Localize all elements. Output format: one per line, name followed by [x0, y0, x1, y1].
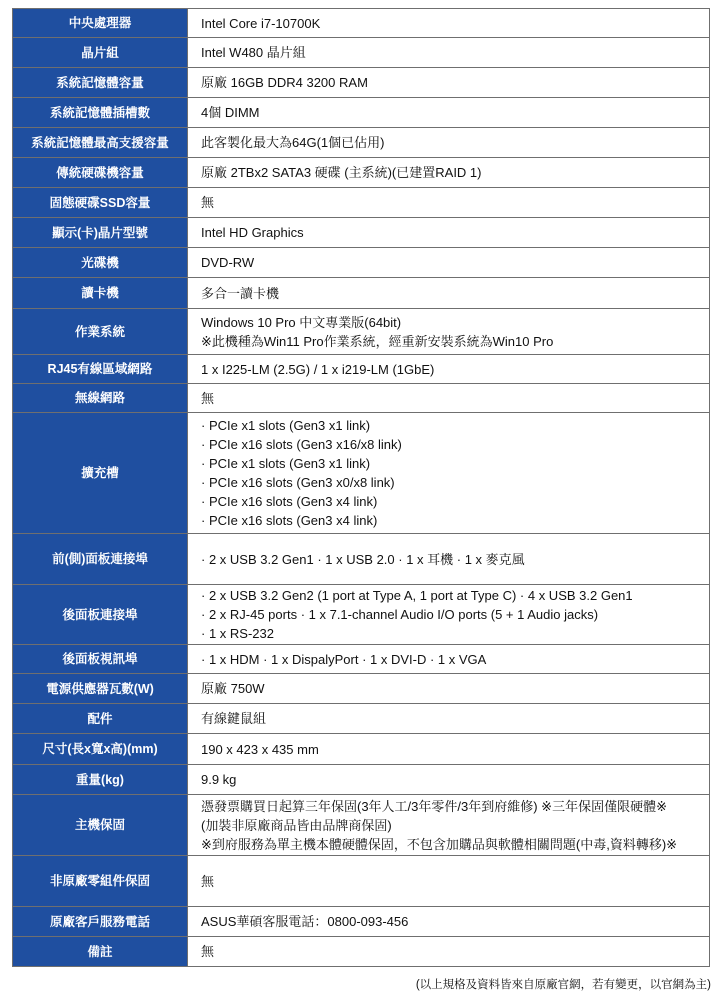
spec-row-expansion-slots — [13, 413, 710, 534]
spec-row-graphics — [13, 218, 710, 248]
spec-label: 系統記憶體插槽數 — [13, 98, 188, 128]
spec-row-rear-ports — [13, 585, 710, 645]
spec-value-line: 4個 DIMM — [201, 105, 260, 120]
spec-row-memory-slots — [13, 98, 710, 128]
spec-value-line: (加裝非原廠商品皆由品牌商保固) — [201, 817, 392, 833]
spec-label: 配件 — [13, 704, 188, 734]
spec-value-line: · PCIe x16 slots (Gen3 x4 link) — [201, 513, 378, 528]
spec-row-warranty — [13, 795, 710, 856]
spec-value — [188, 278, 710, 309]
spec-value-line: · PCIe x16 slots (Gen3 x0/x8 link) — [201, 475, 395, 490]
spec-row-card-reader — [13, 278, 710, 309]
spec-row-notes — [13, 937, 710, 967]
spec-value-line: DVD-RW — [201, 255, 255, 270]
spec-row-service-phone — [13, 907, 710, 937]
spec-value-line: · 2 x USB 3.2 Gen1 · 1 x USB 2.0 · 1 x 耳機 · 1 x 麥克風 — [201, 551, 525, 567]
spec-value-line: 9.9 kg — [201, 772, 237, 787]
spec-label: 作業系統 — [13, 309, 188, 355]
spec-value-line: · PCIe x16 slots (Gen3 x16/x8 link) — [201, 437, 402, 452]
spec-row-chipset — [13, 38, 710, 68]
spec-label: RJ45有線區域網路 — [13, 355, 188, 384]
spec-value-line: Intel Core i7-10700K — [201, 15, 321, 31]
spec-label: 備註 — [13, 937, 188, 967]
spec-value-line: 1 x I225-LM (2.5G) / 1 x i219-LM (1GbE) — [201, 361, 435, 377]
spec-value-line: · 2 x USB 3.2 Gen2 (1 port at Type A, 1 port at Type C) · 4 x USB 3.2 Gen1 — [201, 588, 633, 603]
spec-row-optical-drive — [13, 248, 710, 278]
spec-label: 讀卡機 — [13, 278, 188, 309]
spec-value-line: Intel HD Graphics — [201, 225, 304, 240]
spec-value-line: 多合一讀卡機 — [201, 285, 280, 301]
spec-value-line: ※到府服務為單主機本體硬體保固，不包含加購品與軟體相關問題(中毒,資料轉移)※ — [201, 836, 678, 852]
spec-value — [188, 218, 710, 248]
spec-label: 無線網路 — [13, 384, 188, 413]
spec-value — [188, 98, 710, 128]
spec-value — [188, 585, 710, 645]
spec-value — [188, 704, 710, 734]
spec-value — [188, 937, 710, 967]
spec-value-line: · 2 x RJ-45 ports · 1 x 7.1-channel Audio I/O ports (5 + 1 Audio jacks) — [201, 607, 599, 622]
spec-value — [188, 856, 710, 907]
spec-label: 前(側)面板連接埠 — [13, 534, 188, 585]
spec-label: 後面板視訊埠 — [13, 645, 188, 674]
spec-label: 晶片組 — [13, 38, 188, 68]
spec-value-line: 190 x 423 x 435 mm — [201, 741, 319, 757]
spec-value — [188, 674, 710, 704]
spec-value-line: 此客製化最大為64G(1個已佔用) — [201, 135, 385, 150]
spec-label: 原廠客戶服務電話 — [13, 907, 188, 937]
spec-table — [12, 8, 710, 967]
spec-row-wireless — [13, 384, 710, 413]
spec-value-line: Intel W480 晶片組 — [201, 45, 306, 60]
spec-label: 傳統硬碟機容量 — [13, 158, 188, 188]
spec-value — [188, 734, 710, 765]
spec-value-line: · 1 x HDM · 1 x DispalyPort · 1 x DVI-D · 1 x VGA — [201, 651, 487, 667]
spec-value — [188, 413, 710, 534]
spec-label: 固態硬碟SSD容量 — [13, 188, 188, 218]
spec-row-rear-video — [13, 645, 710, 674]
spec-row-os — [13, 309, 710, 355]
spec-value — [188, 68, 710, 98]
spec-value-line: ASUS華碩客服電話：0800-093-456 — [201, 914, 409, 929]
spec-value-line: · PCIe x1 slots (Gen3 x1 link) — [201, 456, 371, 471]
spec-row-hdd — [13, 158, 710, 188]
spec-row-lan — [13, 355, 710, 384]
spec-value-line: 無 — [201, 944, 215, 959]
spec-row-memory-capacity — [13, 68, 710, 98]
spec-row-cpu — [13, 9, 710, 38]
spec-label: 重量(kg) — [13, 765, 188, 795]
spec-label: 系統記憶體容量 — [13, 68, 188, 98]
spec-label: 主機保固 — [13, 795, 188, 856]
spec-value — [188, 907, 710, 937]
spec-label: 後面板連接埠 — [13, 585, 188, 645]
spec-value — [188, 248, 710, 278]
spec-row-ssd — [13, 188, 710, 218]
spec-row-third-party-warranty — [13, 856, 710, 907]
spec-value-line: 無 — [201, 195, 215, 210]
spec-value-line: 原廠 16GB DDR4 3200 RAM — [201, 75, 368, 90]
spec-value — [188, 38, 710, 68]
spec-value — [188, 534, 710, 585]
spec-value — [188, 795, 710, 856]
spec-label: 系統記憶體最高支援容量 — [13, 128, 188, 158]
spec-value — [188, 158, 710, 188]
spec-row-dimensions — [13, 734, 710, 765]
spec-value — [188, 309, 710, 355]
spec-value-line: · 1 x RS-232 — [201, 626, 274, 641]
spec-label: 尺寸(長x寬x高)(mm) — [13, 734, 188, 765]
spec-value-line: Windows 10 Pro 中文專業版(64bit) — [201, 314, 402, 330]
spec-label: 電源供應器瓦數(W) — [13, 674, 188, 704]
spec-row-memory-max — [13, 128, 710, 158]
spec-label: 顯示(卡)晶片型號 — [13, 218, 188, 248]
spec-value-line: 無 — [201, 390, 215, 406]
spec-row-front-ports — [13, 534, 710, 585]
spec-value-line: 無 — [201, 873, 215, 889]
spec-value — [188, 188, 710, 218]
spec-value-line: · PCIe x16 slots (Gen3 x4 link) — [201, 494, 378, 509]
spec-value — [188, 128, 710, 158]
footnote: (以上規格及資料皆來自原廠官網，若有變更，以官網為主) — [415, 979, 711, 991]
spec-value-line: 原廠 750W — [201, 681, 265, 696]
spec-value — [188, 384, 710, 413]
spec-value-line: 原廠 2TBx2 SATA3 硬碟 (主系統)(已建置RAID 1) — [201, 165, 482, 180]
spec-row-accessories — [13, 704, 710, 734]
spec-label: 擴充槽 — [13, 413, 188, 534]
spec-row-weight — [13, 765, 710, 795]
spec-value-line: 憑發票購買日起算三年保固(3年人工/3年零件/3年到府維修) ※三年保固僅限硬體※ — [201, 798, 667, 814]
spec-label: 光碟機 — [13, 248, 188, 278]
spec-row-psu — [13, 674, 710, 704]
spec-label: 非原廠零組件保固 — [13, 856, 188, 907]
spec-value — [188, 765, 710, 795]
spec-value — [188, 355, 710, 384]
spec-value — [188, 9, 710, 38]
spec-value — [188, 645, 710, 674]
spec-value-line: · PCIe x1 slots (Gen3 x1 link) — [201, 418, 371, 433]
spec-label: 中央處理器 — [13, 9, 188, 38]
spec-value-line: 有線鍵鼠組 — [201, 711, 267, 726]
spec-value-line: ※此機種為Win11 Pro作業系統，經重新安裝系統為Win10 Pro — [201, 333, 554, 349]
